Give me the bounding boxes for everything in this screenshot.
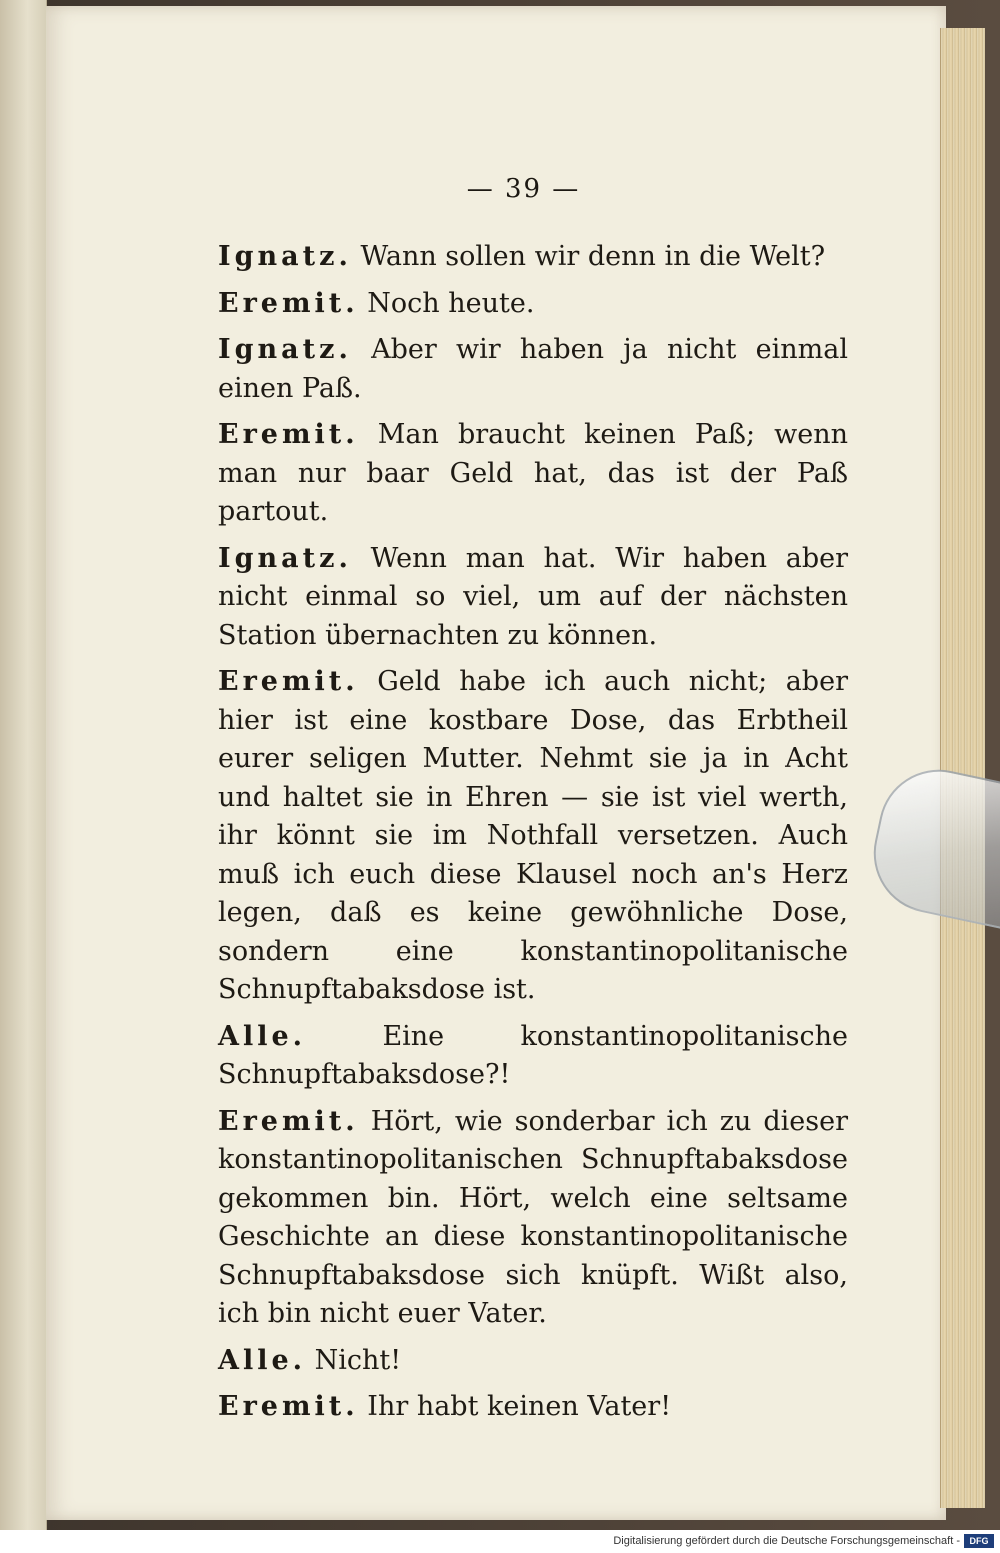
page-text bbox=[218, 238, 848, 1427]
dialogue-text: Nicht! bbox=[314, 1344, 402, 1376]
speaker-name: Eremit. bbox=[218, 1391, 359, 1422]
dialogue-text: Noch heute. bbox=[367, 287, 535, 319]
dialogue-line bbox=[218, 1342, 848, 1381]
dialogue-line bbox=[218, 416, 848, 532]
dialogue-text: Aber wir haben ja nicht einmal einen Paß. bbox=[218, 334, 848, 404]
speaker-name: Eremit. bbox=[218, 666, 359, 697]
dialogue-text: Wann sollen wir denn in die Welt? bbox=[360, 241, 826, 272]
speaker-name: Ignatz. bbox=[218, 241, 352, 272]
speaker-name: Alle. bbox=[218, 1020, 307, 1052]
dfg-logo-icon: DFG bbox=[964, 1534, 994, 1548]
speaker-name: Eremit. bbox=[218, 287, 359, 319]
dialogue-line bbox=[218, 285, 848, 324]
speaker-name: Ignatz. bbox=[218, 542, 352, 574]
dialogue-text: Man braucht keinen Paß; wenn man nur baar Geld hat, das ist der Paß partout. bbox=[218, 419, 848, 527]
dialogue-line bbox=[218, 238, 848, 277]
dialogue-line bbox=[218, 540, 848, 656]
dialogue-line bbox=[218, 1103, 848, 1334]
page-number: — 39 — bbox=[466, 174, 581, 204]
dialogue-line bbox=[218, 1388, 848, 1427]
dialogue-text: Eine konstantinopolitanische Schnupftabaksdose?! bbox=[218, 1020, 848, 1090]
speaker-name: Ignatz. bbox=[218, 334, 352, 365]
dialogue-text: Hört, wie sonderbar ich zu dieser konstantinopolitanischen Schnupftabaksdose gekommen bin. Hört, welch eine seltsame Geschichte an diese konstantinopolitanische Schnupftabaksdose sich knüpft. Wißt also, ich bin nicht euer Vater. bbox=[218, 1105, 848, 1329]
dialogue-text: Geld habe ich auch nicht; aber hier ist eine kostbare Dose, das Erbtheil eurer seligen Mutter. Nehmt sie ja in Acht und haltet sie in Ehren — sie ist viel werth, ihr könnt sie im Nothfall versetzen. Auch muß ich euch diese Klausel noch an's Herz legen, daß es keine gewöhnliche Dose, sondern eine konstantinopolitanische Schnupftabaksdose ist. bbox=[218, 666, 848, 1005]
footer-credit: Digitalisierung gefördert durch die Deutsche Forschungsgemeinschaft - bbox=[613, 1535, 960, 1547]
dialogue-line bbox=[218, 1018, 848, 1095]
book-page bbox=[46, 6, 946, 1520]
speaker-name: Eremit. bbox=[218, 419, 359, 450]
page-stack-edge bbox=[940, 28, 985, 1508]
digitization-footer bbox=[0, 1530, 1000, 1553]
dialogue-text: Wenn man hat. Wir haben aber nicht einmal so viel, um auf der nächsten Station übernachten zu können. bbox=[218, 542, 848, 651]
speaker-name: Alle. bbox=[218, 1344, 307, 1376]
dialogue-line bbox=[218, 331, 848, 408]
speaker-name: Eremit. bbox=[218, 1105, 359, 1137]
dialogue-text: Ihr habt keinen Vater! bbox=[367, 1391, 672, 1422]
dialogue-line bbox=[218, 663, 848, 1010]
left-page-edge bbox=[0, 0, 47, 1530]
